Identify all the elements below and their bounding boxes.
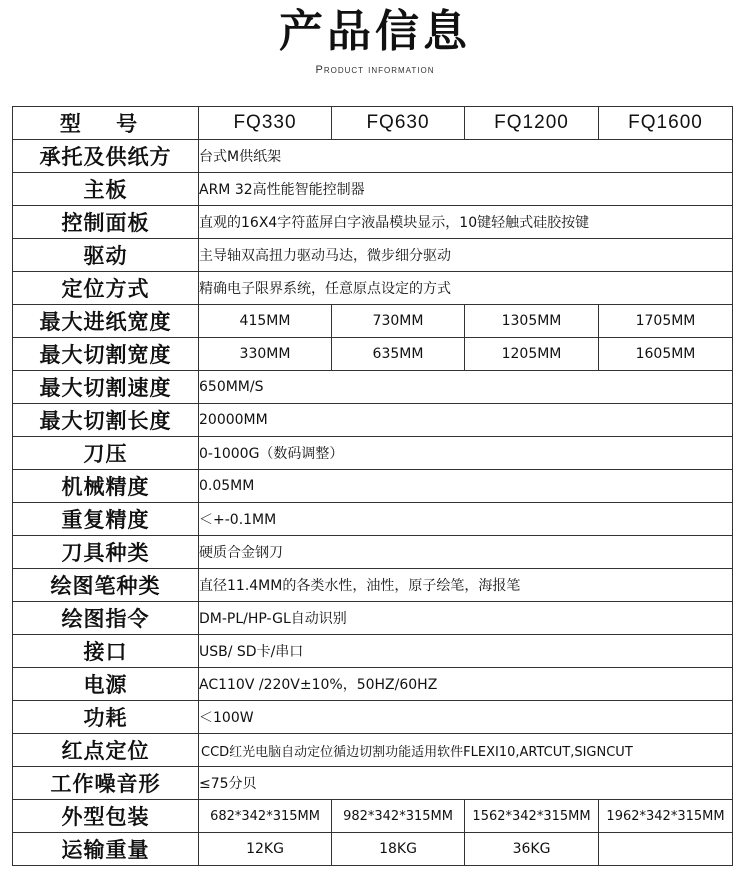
row-value: 330MM <box>199 338 332 371</box>
table-row <box>13 437 733 470</box>
row-value: 20000MM <box>199 404 733 437</box>
table-row <box>13 404 733 437</box>
table-row <box>13 272 733 305</box>
model-cell: FQ1200 <box>465 107 599 140</box>
row-value: 1205MM <box>465 338 599 371</box>
row-value: 直径11.4MM的各类水性，油性，原子绘笔，海报笔 <box>199 569 733 602</box>
table-row <box>13 536 733 569</box>
model-cell: FQ630 <box>332 107 465 140</box>
row-label: 工作噪音形 <box>13 767 199 800</box>
row-value: 12KG <box>199 833 332 866</box>
row-value: 台式M供纸架 <box>199 140 733 173</box>
row-label: 电源 <box>13 668 199 701</box>
row-label: 最大切割长度 <box>13 404 199 437</box>
row-label: 机械精度 <box>13 470 199 503</box>
row-label: 重复精度 <box>13 503 199 536</box>
row-value: USB/ SD卡/串口 <box>199 635 733 668</box>
table-row <box>13 338 733 371</box>
model-cell: FQ1600 <box>599 107 733 140</box>
row-label: 主板 <box>13 173 199 206</box>
row-value: 硬质合金钢刀 <box>199 536 733 569</box>
table-row <box>13 668 733 701</box>
row-label: 接口 <box>13 635 199 668</box>
table-row <box>13 206 733 239</box>
row-value: 0-1000G（数码调整） <box>199 437 733 470</box>
row-label: 运输重量 <box>13 833 199 866</box>
row-value: 1605MM <box>599 338 733 371</box>
row-value <box>599 833 733 866</box>
row-value: 1705MM <box>599 305 733 338</box>
table-row <box>13 503 733 536</box>
row-value: ≤75分贝 <box>199 767 733 800</box>
table-row <box>13 305 733 338</box>
row-value: 18KG <box>332 833 465 866</box>
row-label: 红点定位 <box>13 734 199 767</box>
row-value: 直观的16X4字符蓝屏白字液晶模块显示，10键轻触式硅胶按键 <box>199 206 733 239</box>
page-subtitle: Product information <box>315 64 435 76</box>
table-row <box>13 701 733 734</box>
row-label: 最大切割宽度 <box>13 338 199 371</box>
table-row <box>13 833 733 866</box>
row-value: ARM 32高性能智能控制器 <box>199 173 733 206</box>
table-row-model <box>13 107 733 140</box>
table-row <box>13 371 733 404</box>
row-value: 主导轴双高扭力驱动马达，微步细分驱动 <box>199 239 733 272</box>
row-value: DM-PL/HP-GL自动识别 <box>199 602 733 635</box>
page-title: 产品信息 <box>279 6 471 57</box>
row-value: 730MM <box>332 305 465 338</box>
row-value: 1305MM <box>465 305 599 338</box>
row-value: 650MM/S <box>199 371 733 404</box>
row-value: 0.05MM <box>199 470 733 503</box>
row-label: 控制面板 <box>13 206 199 239</box>
row-label: 驱动 <box>13 239 199 272</box>
table-row <box>13 602 733 635</box>
row-value: ＜+-0.1MM <box>199 503 733 536</box>
row-value: AC110V /220V±10%，50HZ/60HZ <box>199 668 733 701</box>
row-value: 1562*342*315MM <box>465 800 599 833</box>
row-value: 36KG <box>465 833 599 866</box>
table-row <box>13 734 733 767</box>
row-label: 外型包装 <box>13 800 199 833</box>
table-row <box>13 800 733 833</box>
row-value: ＜100W <box>199 701 733 734</box>
row-label: 刀压 <box>13 437 199 470</box>
table-row <box>13 767 733 800</box>
row-label: 刀具种类 <box>13 536 199 569</box>
row-value: 1962*342*315MM <box>599 800 733 833</box>
table-row <box>13 173 733 206</box>
row-value: 415MM <box>199 305 332 338</box>
row-label: 承托及供纸方 <box>13 140 199 173</box>
row-label: 最大进纸宽度 <box>13 305 199 338</box>
row-value: 682*342*315MM <box>199 800 332 833</box>
row-value: 982*342*315MM <box>332 800 465 833</box>
table-row <box>13 569 733 602</box>
model-cell: FQ330 <box>199 107 332 140</box>
table-row <box>13 470 733 503</box>
row-label: 绘图笔种类 <box>13 569 199 602</box>
row-label: 最大切割速度 <box>13 371 199 404</box>
row-value: 635MM <box>332 338 465 371</box>
row-label: 绘图指令 <box>13 602 199 635</box>
table-row <box>13 140 733 173</box>
page-header <box>0 0 750 100</box>
row-label: 型 号 <box>13 107 199 140</box>
row-label: 功耗 <box>13 701 199 734</box>
row-value: CCD红光电脑自动定位循边切割功能适用软件FLEXI10,ARTCUT,SIGNCUT <box>199 734 733 767</box>
row-value: 精确电子限界系统，任意原点设定的方式 <box>199 272 733 305</box>
row-label: 定位方式 <box>13 272 199 305</box>
table-row <box>13 239 733 272</box>
spec-table <box>12 106 733 866</box>
table-row <box>13 635 733 668</box>
